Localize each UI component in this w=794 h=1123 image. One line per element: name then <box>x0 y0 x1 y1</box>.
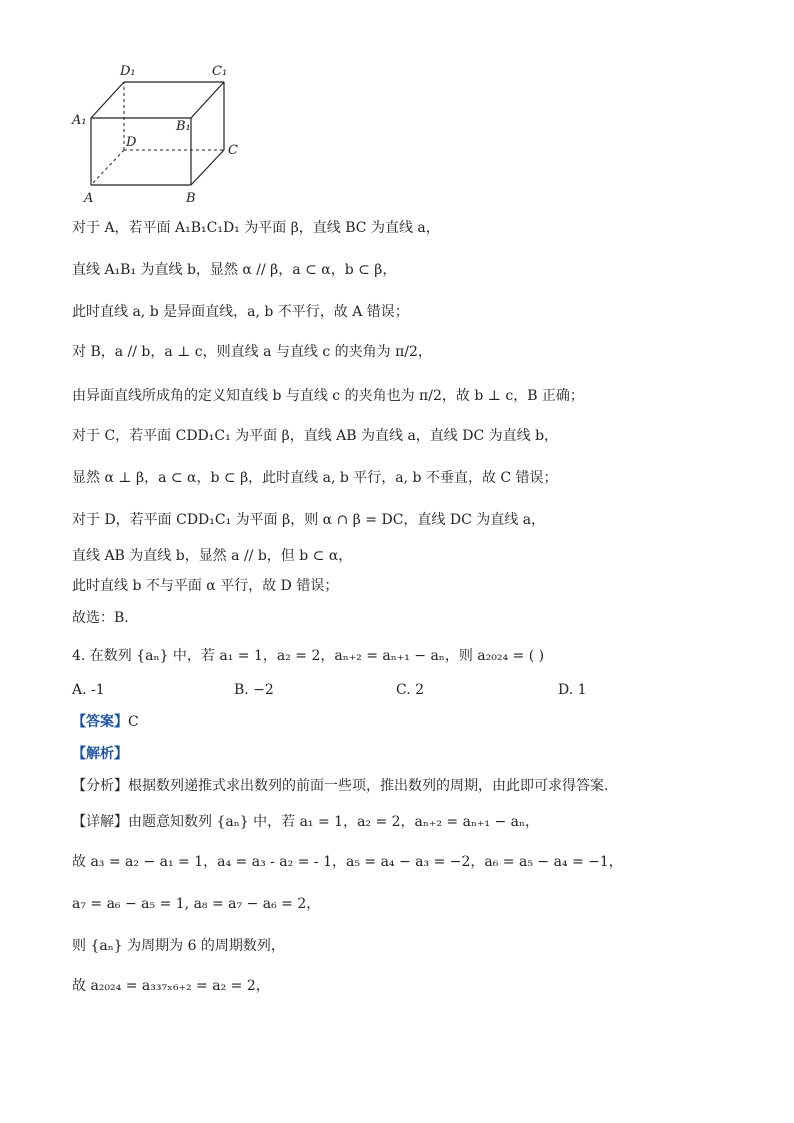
label-B1: B₁ <box>176 119 191 134</box>
explain-line <box>72 744 128 764</box>
analysis-line-3: 此时直线 a, b 是异面直线，a, b 不平行，故 A 错误； <box>72 304 409 320</box>
analysis-line-4: 对 B，a // b，a ⊥ c，则直线 a 与直线 c 的夹角为 π/2， <box>72 344 432 360</box>
solution-line-4: a₇ = a₆ − a₅ = 1, a₈ = a₇ − a₆ = 2， <box>72 896 321 912</box>
label-D1: D₁ <box>120 64 136 79</box>
option-c: C. 2 <box>396 682 425 698</box>
analysis-line-5: 由异面直线所成角的定义知直线 b 与直线 c 的夹角也为 π/2，故 b ⊥ c，B 正确； <box>72 388 584 404</box>
explain-label: 【解析】 <box>72 746 128 762</box>
analysis-line-7: 显然 α ⊥ β，a ⊂ α，b ⊂ β，此时直线 a, b 平行，a, b 不垂直，故 C 错误； <box>72 470 558 486</box>
option-a: A. -1 <box>72 682 105 698</box>
edge-D-A <box>91 150 124 185</box>
solution-line-1: 【分析】根据数列递推式求出数列的前面一些项，推出数列的周期，由此即可求得答案. <box>72 778 609 794</box>
solution-line-2: 【详解】由题意知数列 {aₙ} 中，若 a₁ = 1，a₂ = 2，aₙ₊₂ = aₙ₊₁ − aₙ， <box>72 814 540 830</box>
analysis-line-9: 直线 AB 为直线 b，显然 a // b，但 b ⊂ α， <box>72 548 353 564</box>
answer-label: 【答案】 <box>72 714 128 730</box>
label-D: D <box>126 135 137 150</box>
option-b: B. −2 <box>234 682 274 698</box>
label-C: C <box>228 143 238 158</box>
analysis-line-11: 故选：B. <box>72 610 129 626</box>
solution-line-3: 故 a₃ = a₂ − a₁ = 1，a₄ = a₃ - a₂ = - 1，a₅ = a₄ − a₃ = −2，a₆ = a₅ − a₄ = −1， <box>72 854 623 870</box>
analysis-line-1: 对于 A，若平面 A₁B₁C₁D₁ 为平面 β，直线 BC 为直线 a， <box>72 220 440 236</box>
answer-line <box>72 712 139 732</box>
edge-C1-B1 <box>191 82 224 118</box>
edge-A1-D1 <box>91 82 124 118</box>
analysis-line-6: 对于 C，若平面 CDD₁C₁ 为平面 β，直线 AB 为直线 a，直线 DC 为直线 b， <box>72 428 559 444</box>
cube-figure <box>66 60 256 210</box>
solution-line-5: 则 {aₙ} 为周期为 6 的周期数列， <box>72 938 285 954</box>
analysis-line-10: 此时直线 b 不与平面 α 平行，故 D 错误； <box>72 578 339 594</box>
solution-line-6: 故 a₂₀₂₄ = a₃₃₇ₓ₆₊₂ = a₂ = 2， <box>72 978 270 994</box>
analysis-line-8: 对于 D，若平面 CDD₁C₁ 为平面 β，则 α ∩ β = DC，直线 DC 为直线 a， <box>72 512 546 528</box>
answer-value: C <box>128 714 139 730</box>
edge-C-B <box>191 150 224 185</box>
analysis-line-2: 直线 A₁B₁ 为直线 b，显然 α // β，a ⊂ α，b ⊂ β， <box>72 262 397 278</box>
label-C1: C₁ <box>212 64 228 79</box>
question-4-text: 4. 在数列 {aₙ} 中，若 a₁ = 1，a₂ = 2，aₙ₊₂ = aₙ₊₁ − aₙ，则 a₂₀₂₄ = ( ) <box>72 648 545 664</box>
label-A: A <box>84 191 94 206</box>
label-A1: A₁ <box>72 113 87 128</box>
label-B: B <box>186 191 196 206</box>
option-d: D. 1 <box>558 682 587 698</box>
